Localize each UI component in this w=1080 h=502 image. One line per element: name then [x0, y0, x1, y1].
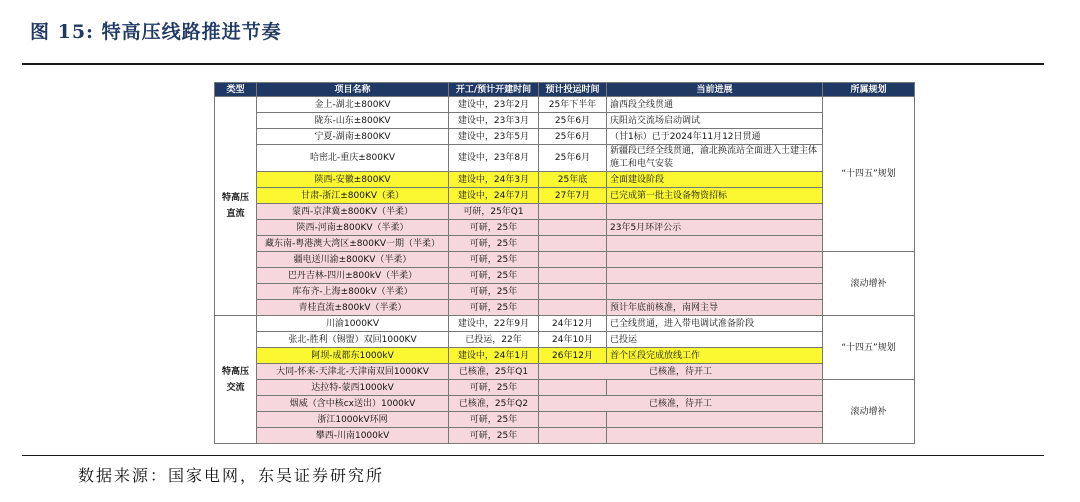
- figure-title: 图 15: 特高压线路推进节奏: [30, 21, 282, 43]
- progress: 已全线贯通，进入带电调试准备阶段: [607, 316, 823, 332]
- project-name: 浙江1000kV环网: [257, 412, 449, 428]
- table-row: [215, 396, 915, 412]
- operation-time: 25年6月: [539, 129, 607, 145]
- progress: [607, 236, 823, 252]
- progress: [607, 204, 823, 220]
- operation-time: 25年6月: [539, 145, 607, 172]
- progress: （甘1标）已于2024年11月12日贯通: [607, 129, 823, 145]
- top-rule: [22, 63, 1044, 65]
- bottom-rule: [22, 455, 1044, 456]
- progress: 新疆段已经全线贯通，渝北换流站全面进入土建主体施工和电气安装: [607, 145, 823, 172]
- progress: 已核准，待开工: [539, 396, 823, 412]
- table-row: [215, 252, 915, 268]
- type-cell-ac: 特高压 交流: [215, 316, 257, 444]
- start-time: 可研，25年: [449, 220, 539, 236]
- operation-time: [539, 284, 607, 300]
- start-time: 建设中，24年3月: [449, 172, 539, 188]
- progress: 已投运: [607, 332, 823, 348]
- progress: [607, 252, 823, 268]
- table-header-row: [215, 83, 915, 97]
- header-start: 开工/预计开建时间: [449, 83, 539, 97]
- start-time: 建设中，24年1月: [449, 348, 539, 364]
- start-time: 可研，25年: [449, 380, 539, 396]
- start-time: 建设中，23年8月: [449, 145, 539, 172]
- project-name: 库布齐-上海±800kV（半柔）: [257, 284, 449, 300]
- operation-time: [539, 220, 607, 236]
- progress: 首个区段完成放线工作: [607, 348, 823, 364]
- project-name: 陇东-山东±800KV: [257, 113, 449, 129]
- table-row: [215, 348, 915, 364]
- progress: 全面建设阶段: [607, 172, 823, 188]
- table-row: [215, 268, 915, 284]
- progress: [607, 428, 823, 444]
- operation-time: 26年12月: [539, 348, 607, 364]
- type-cell-dc: 特高压 直流: [215, 97, 257, 316]
- project-name: 甘肃-浙江±800KV（柔）: [257, 188, 449, 204]
- start-time: 可研，25年: [449, 284, 539, 300]
- project-name: 蒙西-京津冀±800KV（半柔）: [257, 204, 449, 220]
- table-row: [215, 380, 915, 396]
- table-row: [215, 220, 915, 236]
- table-row: [215, 300, 915, 316]
- table-row: [215, 412, 915, 428]
- progress: 已完成第一批主设备物资招标: [607, 188, 823, 204]
- project-name: 烟威（含中核cx送出）1000kV: [257, 396, 449, 412]
- progress: [607, 412, 823, 428]
- table-row: [215, 129, 915, 145]
- progress: [607, 268, 823, 284]
- progress: 庆阳站交流场启动调试: [607, 113, 823, 129]
- operation-time: [539, 300, 607, 316]
- start-time: 可研，25年: [449, 252, 539, 268]
- table-row: [215, 204, 915, 220]
- operation-time: 25年6月: [539, 113, 607, 129]
- project-name: 陕西-安徽±800KV: [257, 172, 449, 188]
- operation-time: [539, 204, 607, 220]
- start-time: 已核准，25年Q1: [449, 364, 539, 380]
- table-row: [215, 364, 915, 380]
- start-time: 可研，25年: [449, 428, 539, 444]
- start-time: 建设中，24年7月: [449, 188, 539, 204]
- table-row: [215, 113, 915, 129]
- operation-time: [539, 412, 607, 428]
- operation-time: [539, 268, 607, 284]
- operation-time: 24年12月: [539, 316, 607, 332]
- project-name: 阿坝-成都东1000kV: [257, 348, 449, 364]
- table-row: [215, 236, 915, 252]
- project-name: 攀西-川南1000kV: [257, 428, 449, 444]
- progress: [607, 380, 823, 396]
- start-time: 已投运，22年: [449, 332, 539, 348]
- operation-time: [539, 252, 607, 268]
- project-name: 大同-怀来-天津北-天津南双回1000KV: [257, 364, 449, 380]
- start-time: 可研，25年Q1: [449, 204, 539, 220]
- progress: 已核准，待开工: [539, 364, 823, 380]
- project-name: 疆电送川渝±800KV（半柔）: [257, 252, 449, 268]
- progress: 预计年底前核准，南网主导: [607, 300, 823, 316]
- project-name: 达拉特-蒙西1000kV: [257, 380, 449, 396]
- table-row: [215, 316, 915, 332]
- start-time: 可研，25年: [449, 300, 539, 316]
- plan-cell-ac_145: “十四五”规划: [823, 316, 915, 380]
- table-row: [215, 172, 915, 188]
- start-time: 可研，25年: [449, 236, 539, 252]
- table-row: [215, 428, 915, 444]
- project-name: 青桂直流±800kV（半柔）: [257, 300, 449, 316]
- header-plan: 所属规划: [823, 83, 915, 97]
- start-time: 可研，25年: [449, 412, 539, 428]
- project-name: 金上-湖北±800KV: [257, 97, 449, 113]
- table-row: [215, 97, 915, 113]
- start-time: 建设中，22年9月: [449, 316, 539, 332]
- data-source: 数据来源：国家电网，东吴证券研究所: [78, 466, 385, 485]
- table-row: [215, 145, 915, 172]
- header-progress: 当前进展: [607, 83, 823, 97]
- start-time: 建设中，23年2月: [449, 97, 539, 113]
- progress: [607, 284, 823, 300]
- start-time: 建设中，23年5月: [449, 129, 539, 145]
- table-row: [215, 332, 915, 348]
- operation-time: 25年下半年: [539, 97, 607, 113]
- project-name: 藏东南-粤港澳大湾区±800KV一期（半柔）: [257, 236, 449, 252]
- start-time: 建设中，23年3月: [449, 113, 539, 129]
- operation-time: [539, 380, 607, 396]
- operation-time: [539, 236, 607, 252]
- header-operation: 预计投运时间: [539, 83, 607, 97]
- project-name: 陕西-河南±800KV（半柔）: [257, 220, 449, 236]
- project-name: 宁夏-湖南±800KV: [257, 129, 449, 145]
- header-type: 类型: [215, 83, 257, 97]
- start-time: 可研，25年: [449, 268, 539, 284]
- project-name: 川渝1000KV: [257, 316, 449, 332]
- table-row: [215, 188, 915, 204]
- operation-time: 27年7月: [539, 188, 607, 204]
- project-name: 哈密北-重庆±800KV: [257, 145, 449, 172]
- progress: 23年5月环评公示: [607, 220, 823, 236]
- start-time: 已核准，25年Q2: [449, 396, 539, 412]
- uhv-progress-table: [214, 82, 915, 444]
- plan-cell-dc_roll: 滚动增补: [823, 252, 915, 316]
- table-row: [215, 284, 915, 300]
- operation-time: 25年底: [539, 172, 607, 188]
- project-name: 巴丹吉林-四川±800kV（半柔）: [257, 268, 449, 284]
- progress: 渝西段全线贯通: [607, 97, 823, 113]
- operation-time: [539, 428, 607, 444]
- plan-cell-ac_roll: 滚动增补: [823, 380, 915, 444]
- operation-time: 24年10月: [539, 332, 607, 348]
- plan-cell-dc_145: “十四五”规划: [823, 97, 915, 252]
- header-name: 项目名称: [257, 83, 449, 97]
- project-name: 张北-胜利（锡盟）双回1000KV: [257, 332, 449, 348]
